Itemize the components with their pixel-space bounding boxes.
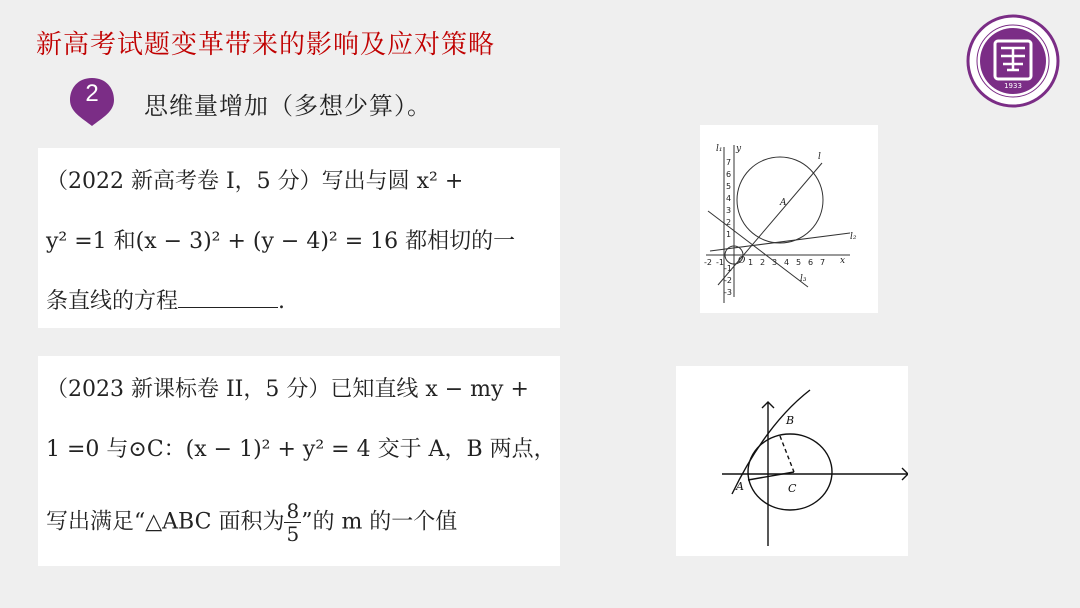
page-title: 新高考试题变革带来的影响及应对策略 <box>36 30 496 60</box>
segment-AC <box>748 472 794 480</box>
ytick: 5 <box>726 182 732 191</box>
label-x: x <box>840 256 846 266</box>
xtick: 7 <box>820 258 826 267</box>
xtick: 2 <box>760 258 766 267</box>
label-y: y <box>736 144 742 154</box>
ytick: 2 <box>726 218 732 227</box>
q1-line3-suffix: . <box>278 289 286 314</box>
ytick: 4 <box>726 194 732 203</box>
figure-two-circles <box>700 125 878 313</box>
question-card-1 <box>38 148 560 328</box>
area-fraction <box>284 500 301 545</box>
q1-line3-prefix: 条直线的方程 <box>46 289 179 314</box>
school-logo <box>966 14 1060 108</box>
point-number: 2 <box>85 80 99 107</box>
ytick: -3 <box>724 288 732 297</box>
label-O: O <box>738 256 746 266</box>
xtick: 6 <box>808 258 814 267</box>
ytick: 6 <box>726 170 732 179</box>
xtick: 3 <box>772 258 778 267</box>
figure1-svg <box>700 125 878 313</box>
label-l2: l₂ <box>850 232 857 242</box>
question-card-2 <box>38 356 560 566</box>
q2-line1: （2023 新课标卷 II，5 分）已知直线 x − my + <box>46 377 529 402</box>
label-C: C <box>788 482 797 495</box>
q1-line1: （2022 新高考卷 I，5 分）写出与圆 x² + <box>46 169 464 194</box>
q1-line3 <box>46 284 285 315</box>
label-l: l <box>818 152 821 162</box>
ytick: -1 <box>724 264 732 273</box>
xtick: 4 <box>784 258 790 267</box>
fraction-denominator: 5 <box>286 522 300 546</box>
label-A: A <box>780 198 787 208</box>
q2-line3-suffix: ”的 m 的一个值 <box>301 509 458 535</box>
fraction-numerator: 8 <box>286 499 300 523</box>
xtick: -2 <box>704 258 712 267</box>
q2-line3-prefix: 写出满足“△ABC 面积为 <box>46 509 285 535</box>
q2-line2: 1 =0 与⊙C：(x − 1)² + y² = 4 交于 A，B 两点， <box>46 437 556 462</box>
segment-BC <box>780 436 794 472</box>
ytick: 1 <box>726 230 732 239</box>
xtick: 1 <box>748 258 754 267</box>
q1-line2: y² =1 和(x − 3)² + (y − 4)² = 16 都相切的一 <box>46 229 516 254</box>
label-A: A <box>736 480 744 493</box>
answer-blank <box>178 285 278 308</box>
ytick: 7 <box>726 158 732 167</box>
point-text: 思维量增加（多想少算）。 <box>144 92 432 120</box>
figure2-svg <box>676 366 908 556</box>
ytick: 3 <box>726 206 732 215</box>
xtick: 5 <box>796 258 802 267</box>
figure1-ticks <box>704 158 825 297</box>
label-B: B <box>786 414 795 427</box>
q2-line3 <box>46 500 457 545</box>
label-l3: l₃ <box>800 274 807 284</box>
label-l1: l₁ <box>716 144 723 154</box>
figure-circle-chord <box>676 366 908 556</box>
xtick: -1 <box>716 258 724 267</box>
ytick: -2 <box>724 276 732 285</box>
logo-year: 1933 <box>1004 82 1022 90</box>
